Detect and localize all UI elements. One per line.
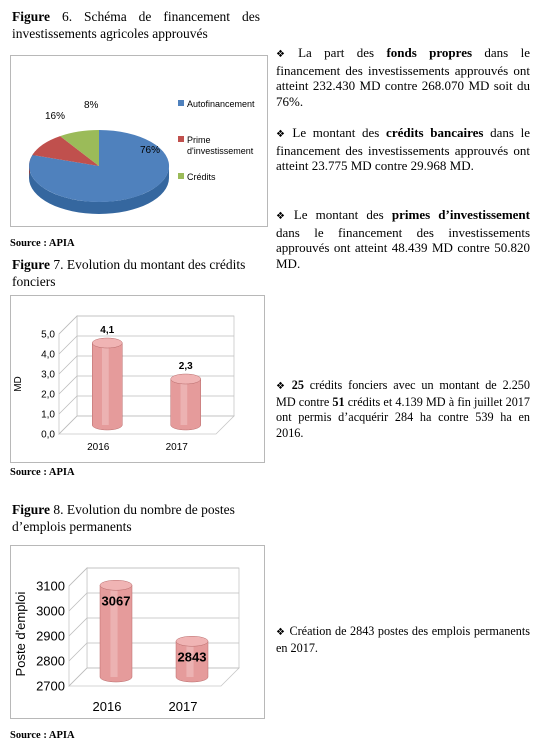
credits-y-tick-label: 5,0	[41, 329, 55, 341]
emplois-y-tick-label: 2700	[36, 678, 65, 694]
credits-value-label: 4,1	[100, 325, 115, 336]
emplois-value-label: 2843	[177, 649, 207, 665]
pie-chart-svg	[11, 56, 267, 226]
figure-8-chart	[10, 545, 265, 719]
credits-y-tick-label: 2,0	[41, 389, 55, 401]
emplois-y-tick-label: 3100	[36, 578, 65, 594]
emplois-chart-svg	[11, 546, 264, 718]
figure-8-source: Source : APIA	[10, 730, 75, 741]
figure-8-text: Evolution du nombre de postes d’emplois permanents	[12, 502, 235, 534]
credits-y-tick-label: 3,0	[41, 369, 55, 381]
emplois-y-tick-label: 2800	[36, 653, 65, 669]
figure-6-number: 6.	[61, 9, 73, 24]
diamond-bullet-icon: ❖	[276, 381, 288, 392]
figure-7-source: Source : APIA	[10, 467, 75, 478]
figure-6-prefix: Figure	[12, 9, 50, 24]
credits-x-tick-label: 2016	[87, 442, 110, 453]
credits-value-label: 2,3	[178, 361, 193, 372]
figure-7-caption	[12, 256, 262, 290]
pie-label-credits: 8%	[84, 100, 99, 111]
credits-y-tick-label: 0,0	[41, 429, 55, 441]
pie-label-prime: 16%	[45, 111, 66, 122]
figure-6-chart	[10, 55, 268, 227]
credits-x-tick-label: 2017	[165, 442, 188, 453]
emplois-x-tick-label: 2017	[168, 699, 198, 714]
legend-label-prime: Prime	[187, 135, 211, 145]
diamond-bullet-icon: ❖	[276, 129, 289, 140]
figure-8-number: 8.	[53, 502, 64, 517]
figure-8-caption	[12, 501, 262, 535]
bullet-credits-fonciers: ❖ 25 crédits fonciers avec un montant de 2.250 MD contre 51 crédits et 4.139 MD à fin juillet 2017 ont permis d’acquérir 284 ha contre 539 ha en 2016.	[276, 378, 530, 440]
legend-label-prime-line2: d'investissement	[187, 146, 254, 156]
credits-floor	[59, 416, 234, 434]
diamond-bullet-icon: ❖	[276, 211, 290, 222]
legend-label-autofinancement: Autofinancement	[187, 99, 255, 109]
credits-fonciers-chart-svg	[11, 296, 264, 462]
figure-6-text: Schéma de financement des investissements agricoles approuvés	[12, 9, 260, 41]
legend-swatch-autofinancement	[178, 100, 184, 106]
figure-8-prefix: Figure	[12, 502, 50, 517]
diamond-bullet-icon: ❖	[276, 49, 295, 60]
legend-label-credits: Crédits	[187, 172, 216, 182]
figure-6-caption	[12, 8, 260, 42]
credits-y-axis-label: MD	[13, 376, 24, 392]
bullet-emplois-permanents: ❖ Création de 2843 postes des emplois permanents en 2017.	[276, 624, 531, 655]
figure-7-prefix: Figure	[12, 257, 50, 272]
legend-swatch-credits	[178, 173, 184, 179]
figure-6-source: Source : APIA	[10, 238, 75, 249]
credits-y-tick-label: 1,0	[41, 409, 55, 421]
credits-bar-highlight	[102, 343, 109, 425]
credits-bar-top	[92, 338, 122, 348]
credits-side-wall	[59, 316, 77, 434]
emplois-bar-top	[176, 636, 208, 646]
credits-y-tick-label: 4,0	[41, 349, 55, 361]
emplois-y-tick-label: 3000	[36, 603, 65, 619]
figure-7-chart	[10, 295, 265, 463]
diamond-bullet-icon: ❖	[276, 627, 286, 638]
pie-label-autofinancement: 76%	[140, 145, 161, 156]
bullet-primes-investissement: ❖ Le montant des primes d’investissement dans le financement des investissements approuvés ont atteint 48.439 MD contre 50.820 MD.	[276, 207, 530, 271]
emplois-value-label: 3067	[101, 593, 131, 609]
emplois-x-tick-label: 2016	[92, 699, 122, 714]
credits-bar-top	[171, 374, 201, 384]
emplois-floor	[69, 668, 239, 686]
bullet-fonds-propres: ❖ La part des fonds propres dans le financement des investissements approuvés ont atteint 232.430 MD contre 268.070 MD soit du 76%.	[276, 45, 530, 109]
credits-bar-highlight	[181, 379, 188, 425]
legend-swatch-prime	[178, 136, 184, 142]
figure-7-text: Evolution du montant des crédits fonciers	[12, 257, 246, 289]
emplois-bar-top	[100, 580, 132, 590]
emplois-y-axis-label: Poste d'emploi	[13, 591, 28, 677]
bullet-credits-bancaires: ❖ Le montant des crédits bancaires dans le financement des investissements approuvés ont atteint 23.775 MD contre 29.968 MD.	[276, 125, 531, 173]
emplois-y-tick-label: 2900	[36, 628, 65, 644]
figure-7-number: 7.	[53, 257, 64, 272]
